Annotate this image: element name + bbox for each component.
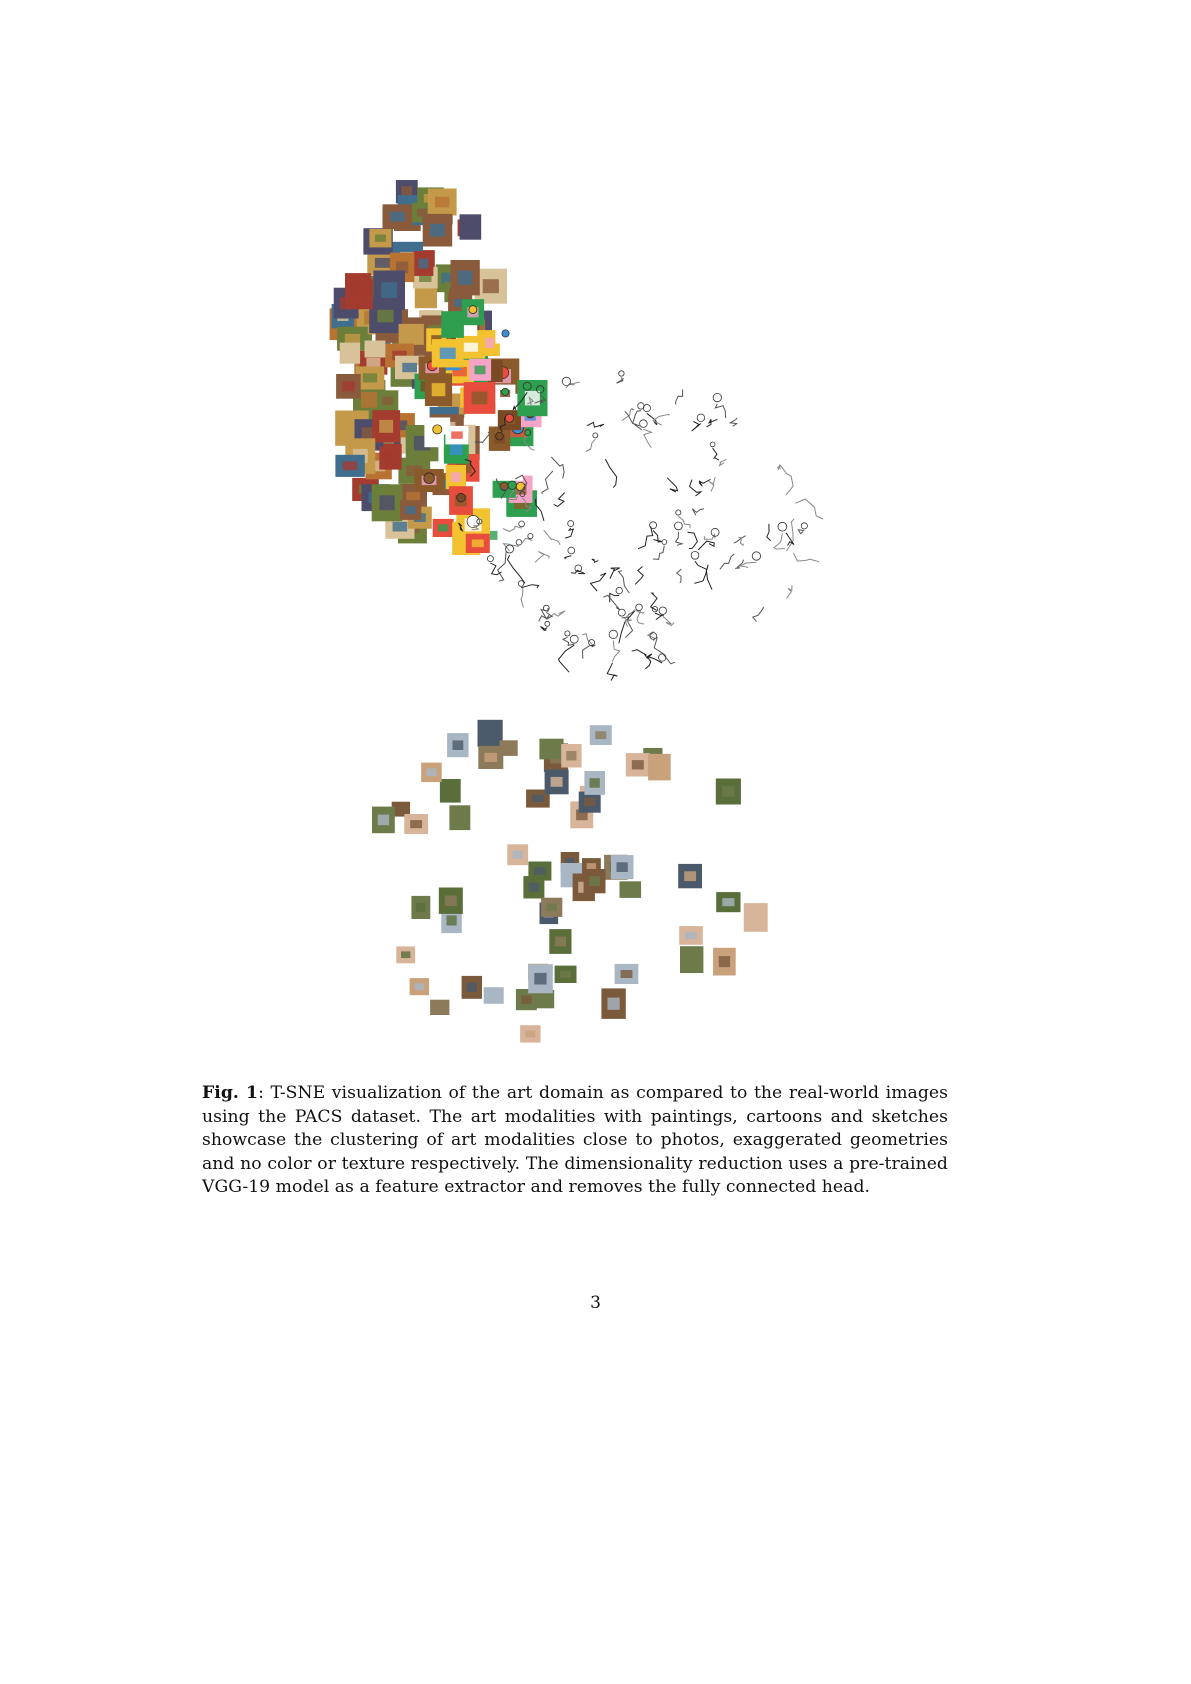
- thumbnail: [520, 1025, 541, 1042]
- thumbnail: [335, 455, 364, 477]
- thumbnail: [640, 420, 652, 448]
- thumbnail: [676, 510, 690, 528]
- thumbnail: [503, 521, 525, 532]
- thumbnail: [582, 634, 594, 647]
- thumbnail: [678, 864, 702, 888]
- thumbnail: [498, 551, 507, 581]
- thumbnail: [774, 522, 787, 549]
- thumbnail: [647, 654, 666, 663]
- thumbnail: [487, 556, 501, 575]
- thumbnail: [610, 568, 620, 579]
- thumbnail: [710, 442, 719, 460]
- thumbnail: [495, 327, 515, 344]
- thumbnail: [704, 528, 719, 539]
- thumbnail: [780, 465, 794, 496]
- thumbnail: [445, 426, 468, 445]
- thumbnail: [439, 888, 463, 914]
- thumbnail: [535, 552, 549, 563]
- thumbnail: [446, 465, 466, 489]
- thumbnail: [396, 946, 415, 963]
- thumbnail: [587, 422, 604, 427]
- thumbnail: [372, 807, 395, 834]
- thumbnail: [484, 987, 504, 1004]
- thumbnail: [336, 374, 361, 399]
- tsne-figure: [300, 180, 840, 1080]
- thumbnail: [518, 581, 538, 588]
- thumbnail: [619, 571, 630, 593]
- thumbnail: [372, 484, 403, 521]
- thumbnail: [583, 640, 596, 659]
- thumbnail: [709, 477, 715, 492]
- thumbnail: [653, 540, 667, 560]
- thumbnail: [735, 560, 743, 569]
- thumbnail: [615, 964, 639, 984]
- thumbnail: [544, 530, 560, 545]
- thumbnail: [451, 260, 480, 295]
- thumbnail: [767, 524, 771, 541]
- thumbnail: [586, 433, 598, 452]
- thumbnail: [462, 299, 484, 325]
- thumbnail: [504, 540, 522, 552]
- tsne-scatter: [300, 180, 840, 1080]
- thumbnail: [592, 559, 598, 562]
- thumbnail: [716, 892, 740, 912]
- thumbnail: [469, 359, 491, 381]
- thumbnail: [688, 532, 698, 548]
- thumbnail: [648, 754, 671, 781]
- thumbnail: [778, 465, 781, 469]
- thumbnail: [635, 567, 643, 585]
- thumbnail: [562, 377, 580, 388]
- thumbnail: [675, 522, 683, 545]
- thumbnail: [433, 519, 454, 537]
- thumbnail: [607, 663, 617, 681]
- thumbnail: [648, 632, 657, 642]
- thumbnail: [679, 926, 703, 945]
- thumbnail: [620, 881, 642, 898]
- thumbnail: [713, 393, 726, 418]
- thumbnail: [440, 779, 461, 803]
- thumbnail: [787, 585, 793, 598]
- thumbnail: [542, 471, 553, 494]
- thumbnail: [617, 371, 625, 383]
- thumbnail: [493, 479, 516, 498]
- thumbnail: [720, 459, 727, 465]
- thumbnail: [603, 595, 620, 610]
- thumbnail: [730, 418, 737, 426]
- thumbnail: [561, 744, 581, 768]
- thumbnail: [667, 478, 677, 492]
- thumbnail: [734, 536, 746, 543]
- thumbnail: [507, 844, 528, 865]
- thumbnail: [793, 553, 819, 562]
- thumbnail: [528, 964, 553, 993]
- thumbnail: [690, 480, 701, 496]
- thumbnail: [449, 805, 470, 830]
- thumbnail: [413, 251, 433, 276]
- figure-caption-text: T-SNE visualization of the art domain as compared to the real-world images using the PACS dataset. The art modalities with paintings, cartoons and sketches showcase the clustering of art modalities close to photos, exaggerated geometries and no color or texture respectively. The dimensionality reduction uses a pre-trained VGG-19 model as a feature extractor and removes the fully connected head.: [202, 1083, 948, 1198]
- thumbnail: [692, 509, 704, 515]
- thumbnail: [369, 229, 391, 247]
- thumbnail: [554, 493, 565, 507]
- figure-caption: [202, 1082, 948, 1200]
- thumbnail: [584, 771, 605, 795]
- thumbnail: [565, 547, 575, 558]
- thumbnail: [421, 763, 442, 783]
- thumbnail: [739, 538, 744, 546]
- thumbnail: [795, 499, 823, 519]
- thumbnail: [677, 569, 682, 583]
- thumbnail: [699, 479, 711, 486]
- thumbnail: [698, 541, 714, 550]
- figure-label: Fig. 1: [202, 1083, 259, 1103]
- thumbnail: [571, 565, 585, 574]
- thumbnail: [383, 204, 413, 229]
- thumbnail: [645, 657, 650, 669]
- thumbnail: [464, 382, 496, 414]
- thumbnail: [680, 946, 703, 973]
- thumbnail: [605, 459, 616, 488]
- thumbnail: [478, 720, 503, 747]
- thumbnail: [549, 929, 571, 954]
- thumbnail: [462, 976, 482, 999]
- thumbnail: [541, 898, 562, 917]
- thumbnail: [523, 876, 544, 898]
- thumbnail: [506, 545, 525, 583]
- thumbnail: [449, 486, 473, 515]
- thumbnail: [753, 607, 764, 622]
- thumbnail: [460, 214, 482, 239]
- thumbnail: [720, 554, 734, 569]
- thumbnail: [716, 779, 741, 805]
- thumbnail: [377, 390, 398, 411]
- thumbnail: [551, 457, 564, 478]
- thumbnail: [404, 814, 428, 834]
- thumbnail: [441, 311, 464, 338]
- thumbnail: [423, 214, 453, 247]
- thumbnail: [399, 324, 424, 345]
- thumbnail: [372, 410, 400, 442]
- thumbnail: [521, 534, 533, 545]
- thumbnail: [430, 1000, 449, 1015]
- thumbnail: [601, 988, 625, 1019]
- thumbnail: [555, 966, 577, 983]
- thumbnail: [489, 427, 510, 451]
- thumbnail: [676, 390, 683, 405]
- thumbnail: [539, 739, 563, 760]
- thumbnail: [798, 523, 807, 534]
- thumbnail: [466, 534, 490, 553]
- cluster-photo: [372, 720, 768, 1043]
- thumbnail: [713, 948, 736, 976]
- thumbnail: [345, 273, 371, 304]
- thumbnail: [521, 587, 523, 608]
- thumbnail: [340, 343, 360, 364]
- thumbnail: [691, 551, 712, 589]
- page-number: 3: [590, 1293, 601, 1313]
- thumbnail: [638, 526, 653, 549]
- thumbnail: [432, 339, 464, 367]
- thumbnail: [611, 855, 634, 879]
- thumbnail: [694, 565, 708, 584]
- thumbnail: [400, 500, 421, 520]
- thumbnail: [591, 573, 606, 591]
- thumbnail: [410, 978, 430, 995]
- thumbnail: [707, 419, 718, 427]
- thumbnail: [626, 753, 650, 776]
- thumbnail: [379, 444, 401, 470]
- thumbnail: [633, 403, 644, 426]
- thumbnail: [651, 593, 658, 610]
- thumbnail: [590, 725, 612, 745]
- thumbnail: [411, 896, 430, 919]
- thumbnail: [559, 635, 579, 672]
- thumbnail: [565, 521, 574, 539]
- thumbnail: [447, 733, 469, 757]
- thumbnail: [365, 341, 386, 358]
- thumbnail: [609, 630, 620, 662]
- thumbnail: [428, 189, 457, 216]
- thumbnail: [373, 271, 405, 310]
- thumbnail: [541, 621, 550, 630]
- thumbnail: [500, 740, 518, 756]
- thumbnail: [636, 604, 644, 624]
- thumbnail: [584, 869, 606, 893]
- thumbnail: [692, 414, 705, 431]
- cluster-cartoon: [414, 299, 547, 555]
- thumbnail: [545, 770, 569, 795]
- thumbnail: [539, 605, 552, 621]
- thumbnail: [632, 650, 646, 656]
- thumbnail: [744, 903, 768, 932]
- thumbnail: [495, 385, 515, 403]
- thumbnail: [414, 469, 443, 492]
- figure-label-colon: :: [258, 1083, 264, 1103]
